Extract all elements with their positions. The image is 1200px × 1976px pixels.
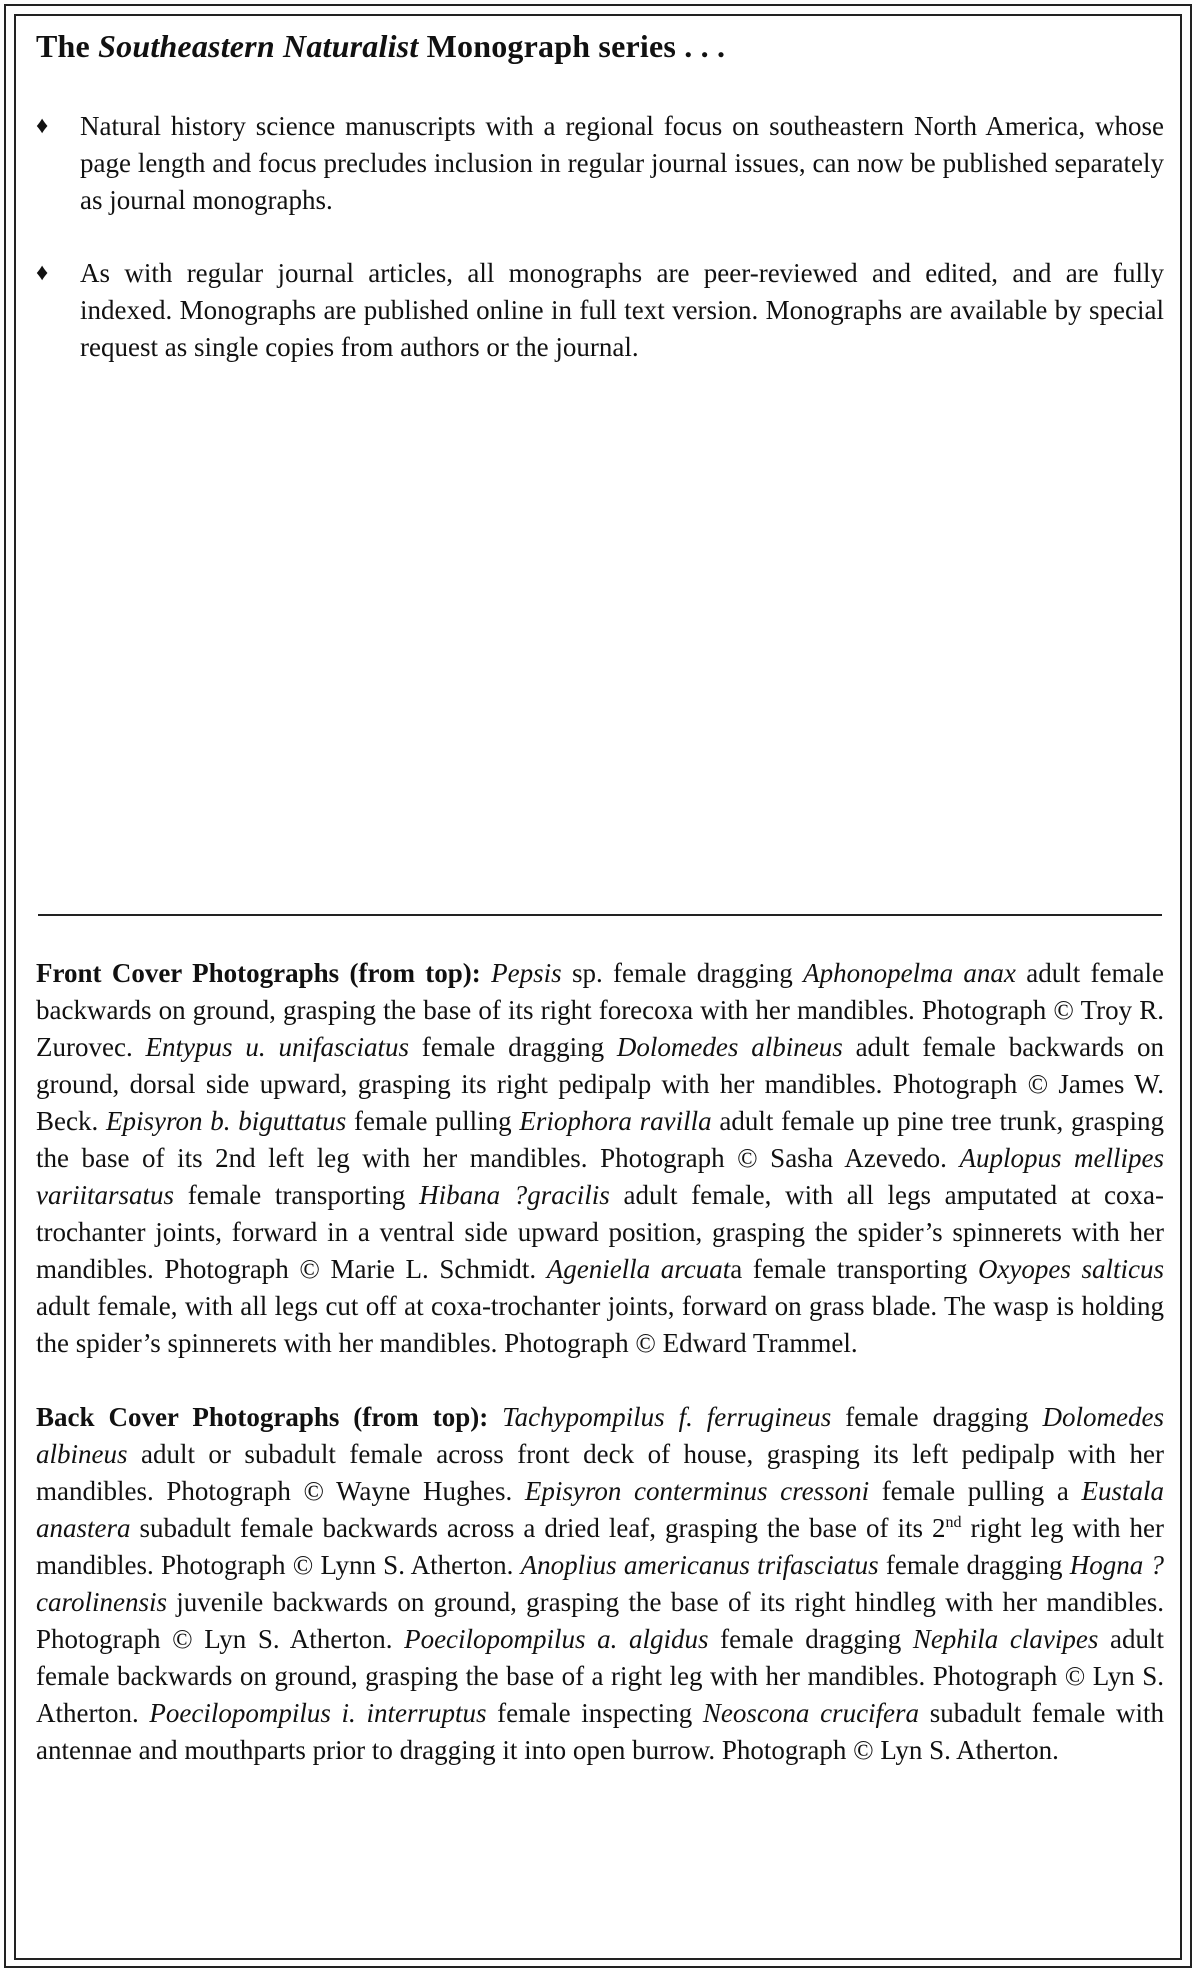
caption-text: subadult female backwards across a dried leaf, grasping the base of its 2 bbox=[130, 1513, 946, 1543]
bullet-text: As with regular journal articles, all monographs are peer-reviewed and edited, and are fully indexed. Monographs are published online in full text version. Monographs are available by special request as single copies from authors or the journal. bbox=[80, 258, 1164, 362]
caption-text: female inspecting bbox=[486, 1698, 703, 1728]
caption-text: adult or subadult female across front deck of house, grasping its left pedipalp with her mandibles. Photograph © Wayne Hughes. bbox=[36, 1439, 1164, 1506]
caption-text: subadult female with antennae and mouthparts prior to dragging it into open burrow. Photograph © Lyn S. Atherton. bbox=[36, 1698, 1164, 1765]
caption-text bbox=[481, 958, 491, 988]
caption-text: female transporting bbox=[174, 1180, 420, 1210]
section-divider bbox=[38, 914, 1162, 916]
caption-text: female pulling bbox=[346, 1106, 520, 1136]
caption-text bbox=[488, 1402, 502, 1432]
front-cover-text bbox=[36, 958, 1164, 1358]
caption-text: female dragging bbox=[831, 1402, 1043, 1432]
caption-text: adult female, with all legs amputated at coxa-trochanter joints, forward in a ventral side upward position, grasping the spider’s spinnerets with her mandibles. Photograph © Marie L. Schmidt. bbox=[36, 1180, 1164, 1284]
front-cover-label: Front Cover Photographs (from top): bbox=[36, 958, 481, 988]
species-name: Ageniella arcuat bbox=[546, 1254, 731, 1284]
species-name: Hibana ?gracilis bbox=[419, 1180, 610, 1210]
bullet-text: Natural history science manuscripts with a regional focus on southeastern North America, whose page length and focus precludes inclusion in regular journal issues, can now be published separately as journal monographs. bbox=[80, 111, 1164, 215]
ordinal-superscript: nd bbox=[945, 1514, 962, 1531]
caption-text: right leg with her mandibles. Photograph © Lynn S. Atherton. bbox=[36, 1513, 1164, 1580]
species-name: Hogna ?carolinensis bbox=[36, 1550, 1164, 1617]
caption-text: adult female backwards on ground, grasping the base of a right leg with her mandibles. Photograph © Lyn S. Atherton. bbox=[36, 1624, 1164, 1728]
species-name: Aphonopelma anax bbox=[803, 958, 1016, 988]
title-prefix: The bbox=[36, 28, 99, 64]
monograph-info-list bbox=[36, 108, 1164, 402]
species-name: Oxyopes salticus bbox=[977, 1254, 1164, 1284]
diamond-bullet-icon: ♦ bbox=[36, 260, 49, 286]
species-name: Dolomedes albineus bbox=[616, 1032, 843, 1062]
caption-text: juvenile backwards on ground, grasping the base of its right hindleg with her mandibles. Photograph © Lyn S. Atherton. bbox=[36, 1587, 1164, 1654]
species-name: Entypus u. unifasciatus bbox=[145, 1032, 409, 1062]
caption-text: female pulling a bbox=[869, 1476, 1082, 1506]
caption-text: sp. female dragging bbox=[561, 958, 804, 988]
species-name: Eustala anastera bbox=[36, 1476, 1164, 1543]
back-cover-caption bbox=[36, 1399, 1164, 1769]
journal-name: Southeastern Naturalist bbox=[98, 28, 419, 64]
species-name: Poecilopompilus a. algidus bbox=[404, 1624, 709, 1654]
title-suffix: Monograph series . . . bbox=[418, 28, 726, 64]
species-name: Anoplius americanus trifasciatus bbox=[520, 1550, 879, 1580]
caption-text: female dragging bbox=[408, 1032, 617, 1062]
species-name: Tachypompilus f. ferrugineus bbox=[502, 1402, 832, 1432]
species-name: Nephila clavipes bbox=[912, 1624, 1099, 1654]
list-item bbox=[36, 255, 1164, 366]
caption-text: adult female, with all legs cut off at coxa-trochanter joints, forward on grass blade. The wasp is holding the spider’s spinnerets with her mandibles. Photograph © Edward Trammel. bbox=[36, 1291, 1164, 1358]
species-name: Neoscona crucifera bbox=[702, 1698, 920, 1728]
species-name: Episyron b. biguttatus bbox=[105, 1106, 347, 1136]
caption-text: adult female up pine tree trunk, grasping the base of its 2nd left leg with her mandibles. Photograph © Sasha Azevedo. bbox=[36, 1106, 1164, 1173]
back-cover-text bbox=[36, 1402, 1164, 1765]
species-name: Poecilopompilus i. interruptus bbox=[149, 1698, 487, 1728]
page-title bbox=[36, 28, 725, 65]
caption-text: adult female backwards on ground, grasping the base of its right forecoxa with her mandibles. Photograph © Troy R. Zurovec. bbox=[36, 958, 1164, 1062]
photo-captions bbox=[36, 955, 1164, 1806]
species-name: Pepsis bbox=[491, 958, 562, 988]
back-cover-label: Back Cover Photographs (from top): bbox=[36, 1402, 489, 1432]
species-name: Eriophora ravilla bbox=[519, 1106, 712, 1136]
caption-text: a female transporting bbox=[730, 1254, 978, 1284]
caption-text: adult female backwards on ground, dorsal side upward, grasping its right pedipalp with her mandibles. Photograph © James W. Beck. bbox=[36, 1032, 1164, 1136]
species-name: Dolomedes albineus bbox=[36, 1402, 1164, 1469]
caption-text: female dragging bbox=[878, 1550, 1070, 1580]
species-name: Episyron conterminus cressoni bbox=[524, 1476, 870, 1506]
caption-text: female dragging bbox=[708, 1624, 913, 1654]
list-item bbox=[36, 108, 1164, 219]
species-name: Auplopus mellipes variitarsatus bbox=[36, 1143, 1164, 1210]
diamond-bullet-icon: ♦ bbox=[36, 113, 49, 139]
front-cover-caption bbox=[36, 955, 1164, 1362]
